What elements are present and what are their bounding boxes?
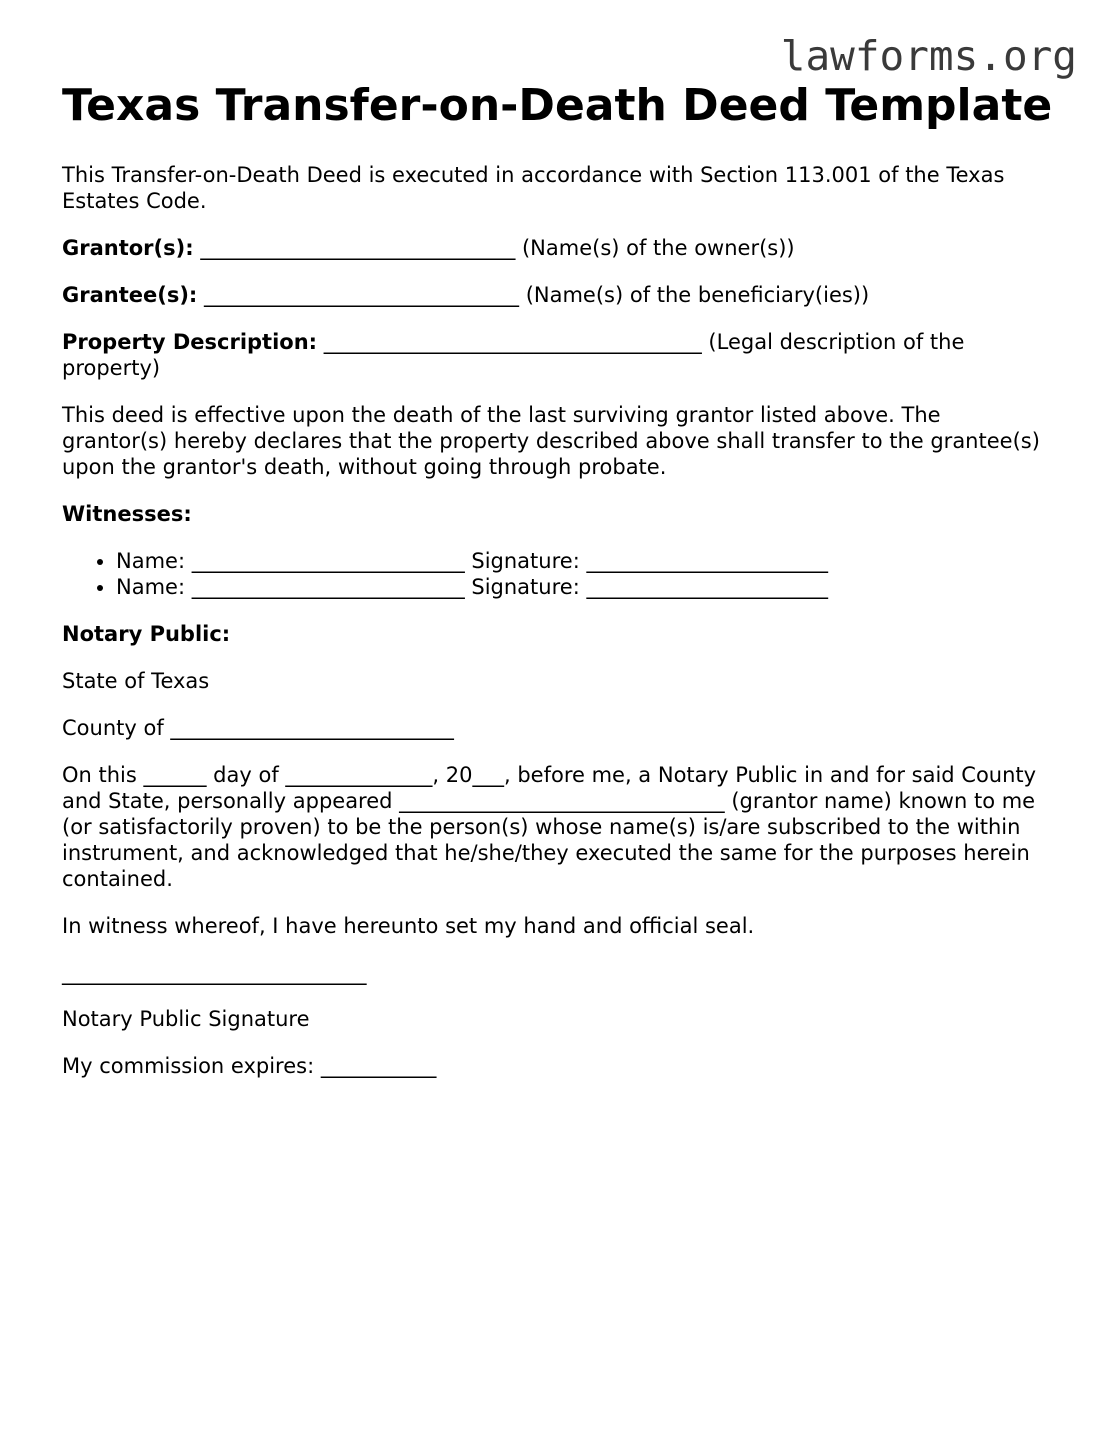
- effective-paragraph: This deed is effective upon the death of the last surviving grantor listed above. The grantor(s) hereby declares that the property described above shall transfer to the grantee(s) upon the grantor's death, without going through probate.: [62, 403, 1040, 479]
- witness-whereof: In witness whereof, I have hereunto set my hand and official seal.: [62, 914, 755, 938]
- grantee-blank: ______________________________ (Name(s) of the beneficiary(ies)): [197, 283, 870, 307]
- witness-line: • Name: __________________________ Signature: _______________________: [116, 574, 1052, 600]
- notary-county: County of ___________________________: [62, 716, 454, 740]
- witness-list: [62, 548, 1052, 600]
- property-description-field: [62, 329, 1052, 381]
- notary-acknowledgment: On this ______ day of ______________, 20___, before me, a Notary Public in and for said County and State, personally appeared _______________________________ (grantor name) known to me (or satisfactorily proven) to be the person(s) whose name(s) is/are subscribed to the within instrument, and acknowledged that he/she/they executed the same for the purposes herein contained.: [62, 763, 1037, 891]
- notary-heading: Notary Public:: [62, 622, 231, 646]
- grantor-blank: ______________________________ (Name(s) of the owner(s)): [193, 236, 795, 260]
- witnesses-heading: Witnesses:: [62, 502, 192, 526]
- intro-paragraph: This Transfer-on-Death Deed is executed in accordance with Section 113.001 of the Texas Estates Code.: [62, 163, 1005, 213]
- grantor-label: Grantor(s):: [62, 236, 194, 260]
- deed-document: [62, 80, 1052, 1100]
- document-title: Texas Transfer-on-Death Deed Template: [62, 80, 1053, 131]
- witness-line: • Name: __________________________ Signature: _______________________: [116, 548, 1052, 574]
- property-description-label: Property Description:: [62, 330, 318, 354]
- commission-expires: My commission expires: ___________: [62, 1054, 437, 1078]
- grantor-field: [62, 235, 1052, 261]
- notary-signature-line: _____________________________: [62, 961, 367, 985]
- grantee-label: Grantee(s):: [62, 283, 198, 307]
- lawforms-watermark: lawforms.org: [780, 32, 1077, 80]
- property-description-blank: ____________________________________ (Legal description of the property): [62, 330, 965, 380]
- notary-state: State of Texas: [62, 669, 210, 693]
- grantee-field: [62, 282, 1052, 308]
- notary-signature-label: Notary Public Signature: [62, 1007, 310, 1031]
